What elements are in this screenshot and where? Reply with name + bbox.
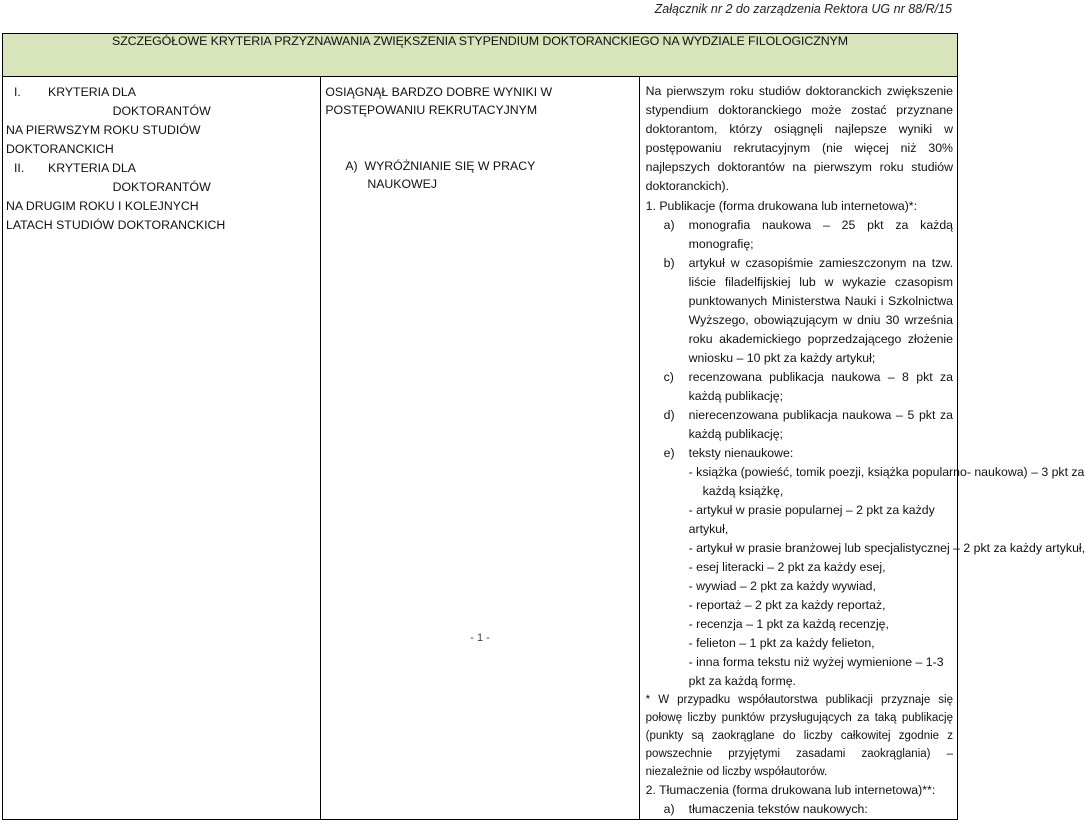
- criterion-line: DOKTORANTÓW: [112, 104, 211, 118]
- list-item: a) monografia naukowa – 25 pkt za każdą monografię;: [663, 218, 953, 251]
- list-item: b) artykuł w czasopiśmie zamieszczonym na tzw. liście filadelfijskiej lub w wykazie czasopism punktowanych Ministerstwa Nauki i Szkolnictwa Wyższego, obowiązującym w dniu 30 września roku akademickiego poprzedzającego złożenie wniosku – 10 pkt za każdy artykuł;: [663, 256, 953, 365]
- condition-research: [325, 157, 634, 193]
- sub-list-item: - recenzja – 1 pkt za każdą recenzję,: [688, 617, 889, 631]
- table-title: SZCZEGÓŁOWE KRYTERIA PRZYZNAWANIA ZWIĘKSZENIA STYPENDIUM DOKTORANCKIEGO NA WYDZIALE FILOLOGICZNYM: [3, 34, 958, 77]
- section-publications-title: 1. Publikacje (forma drukowana lub internetowa)*:: [645, 199, 918, 213]
- section-translations-title: 2. Tłumaczenia (forma drukowana lub internetowa)**:: [645, 783, 936, 797]
- criterion-number: I.: [14, 85, 21, 99]
- sub-list-item: - wywiad – 2 pkt za każdy wywiad,: [688, 579, 876, 593]
- list-item: d) nierecenzowana publikacja naukowa – 5 pkt za każdą publikację;: [663, 408, 953, 441]
- criteria-table: [2, 33, 1085, 820]
- criteria-column: [3, 77, 321, 820]
- table-title-row: [3, 34, 958, 77]
- list-item: a) tłumaczenia tekstów naukowych:: [663, 802, 868, 816]
- sub-list-item: - felieton – 1 pkt za każdy felieton,: [688, 636, 875, 650]
- condition-line: OSIĄGNĄŁ BARDZO DOBRE WYNIKI W: [325, 85, 553, 99]
- footnote: * W przypadku współautorstwa publikacji przyznaje się połowę liczby punktów przysługujących za taką publikację (punkty są zaokrąglane do liczby całkowitej zgodnie z powszechnie przyjętymi zasadami zaokrąglania) – niezależnie od liczby współautorów.: [645, 694, 953, 778]
- criterion-line: DOKTORANTÓW: [112, 180, 211, 194]
- criterion-later-years: [6, 159, 317, 235]
- condition-prefix: A): [345, 159, 358, 173]
- criterion-line: KRYTERIA DLA: [48, 85, 136, 99]
- sub-list-item: - książka (powieść, tomik poezji, książka popularno- naukowa) – 3 pkt za: [688, 465, 1085, 479]
- criterion-line: NA PIERWSZYM ROKU STUDIÓW: [6, 123, 201, 137]
- condition-recruitment: [325, 83, 634, 119]
- criterion-first-year: [6, 83, 317, 159]
- sub-list-item: - esej literacki – 2 pkt za każdy esej,: [688, 560, 886, 574]
- intro-paragraph: Na pierwszym roku studiów doktoranckich zwiększenie stypendium doktoranckiego może zostać przyznane doktorantom, którzy osiągnęli najlepsze wyniki w postępowaniu rekrutacyjnym (nie więcej niż 30% najlepszych doktorantów na pierwszym roku studiów doktoranckich).: [645, 84, 953, 193]
- description-column: [639, 77, 1085, 820]
- list-item: e) teksty nienaukowe:: [663, 446, 794, 460]
- annex-reference: Załącznik nr 2 do zarządzenia Rektora UG nr 88/R/15: [654, 2, 952, 16]
- criterion-line: KRYTERIA DLA: [48, 161, 136, 175]
- criterion-number: II.: [14, 161, 25, 175]
- sub-list-item: - reportaż – 2 pkt za każdy reportaż,: [688, 598, 886, 612]
- page-number: - 1 -: [470, 632, 490, 644]
- sub-list-item: - artykuł w prasie branżowej lub specjalistycznej – 2 pkt za każdy artykuł,: [688, 541, 1085, 555]
- condition-column: [321, 77, 639, 820]
- list-item: c) recenzowana publikacja naukowa – 8 pkt za każdą publikację;: [663, 370, 953, 403]
- criterion-line: LATACH STUDIÓW DOKTORANCKICH: [6, 218, 226, 232]
- condition-line: WYRÓŻNIANIE SIĘ W PRACY: [364, 159, 536, 173]
- sub-list-item-continuation: każdą książkę,: [702, 484, 784, 498]
- criterion-line: NA DRUGIM ROKU I KOLEJNYCH: [6, 199, 199, 213]
- criterion-line: DOKTORANCKICH: [6, 142, 114, 156]
- condition-line: NAUKOWEJ: [367, 177, 438, 191]
- sub-list-item: - inna forma tekstu niż wyżej wymienione – 1-3 pkt za każdą formę.: [688, 655, 944, 688]
- condition-line: POSTĘPOWANIU REKRUTACYJNYM: [325, 103, 538, 117]
- table-body-row: [3, 77, 958, 820]
- sub-list-item: - artykuł w prasie popularnej – 2 pkt za każdy artykuł,: [688, 503, 935, 536]
